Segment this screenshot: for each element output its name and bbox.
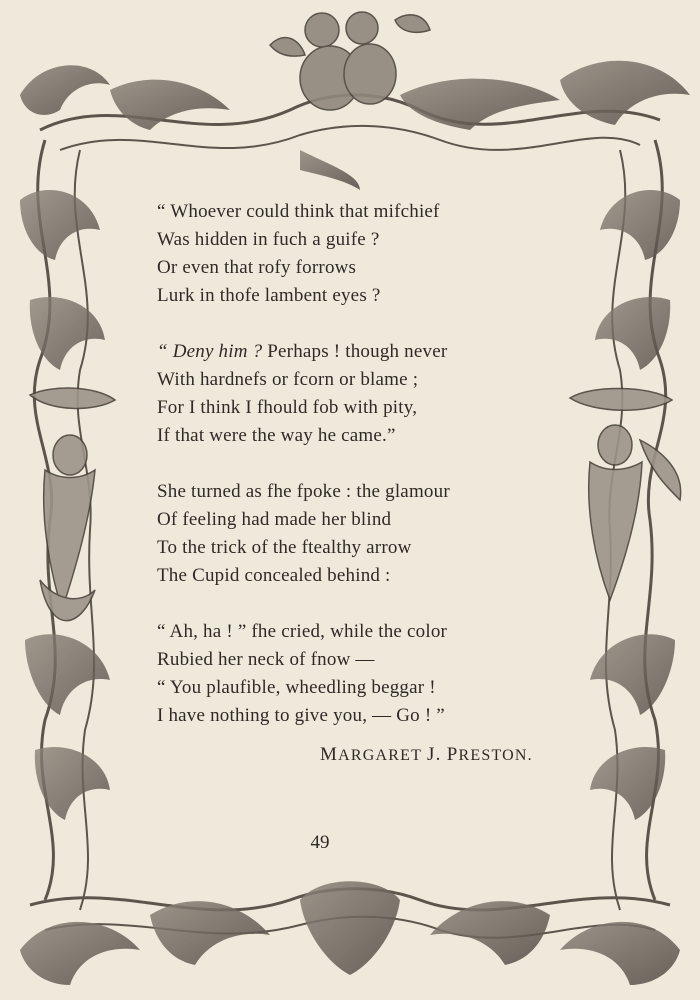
poem-line: I have nothing to give you, — Go ! ”: [157, 705, 445, 726]
poem-body: [157, 198, 557, 730]
poem-line: Was hidden in fuch a guife ?: [157, 229, 380, 250]
page-number: 49: [310, 832, 330, 853]
author-first-name: ARGARET: [338, 747, 422, 764]
italic-phrase: “ Deny him ?: [157, 341, 263, 362]
stanza: [157, 338, 557, 450]
author-initial: M: [320, 744, 339, 765]
poem-line: Of feeling had made her blind: [157, 509, 392, 530]
left-caryatid-figure: [30, 388, 115, 621]
author-last-name: RESTON.: [458, 747, 533, 764]
poem-line: “ You plaufible, wheedling beggar !: [157, 677, 436, 698]
poem-line: “ Ah, ha ! ” fhe cried, while the color: [157, 621, 448, 642]
poem-line: [157, 338, 557, 366]
poem-line: “ Whoever could think that mifchief: [157, 201, 440, 222]
stanza: [157, 198, 557, 310]
poem-line: With hardnefs or fcorn or blame ;: [157, 369, 419, 390]
poem-line: To the trick of the ftealthy arrow: [157, 537, 412, 558]
poem-line: For I think I fhould fob with pity,: [157, 397, 418, 418]
stanza: [157, 618, 557, 730]
poem-line: Lurk in thofe lambent eyes ?: [157, 285, 381, 306]
line-continuation: Perhaps ! though never: [262, 341, 448, 362]
poem-line: If that were the way he came.”: [157, 425, 396, 446]
poem-line: She turned as fhe fpoke : the glamour: [157, 481, 450, 502]
author-last-initial: P: [446, 744, 459, 765]
author-middle-initial: J.: [426, 744, 442, 765]
stanza: [157, 478, 557, 590]
poem-line: Rubied her neck of fnow —: [157, 649, 375, 670]
poem-line: The Cupid concealed behind :: [157, 565, 391, 586]
frame-bottom-ornament: [20, 881, 680, 985]
poem-line: Or even that rofy forrows: [157, 257, 357, 278]
author-attribution: [320, 744, 550, 766]
